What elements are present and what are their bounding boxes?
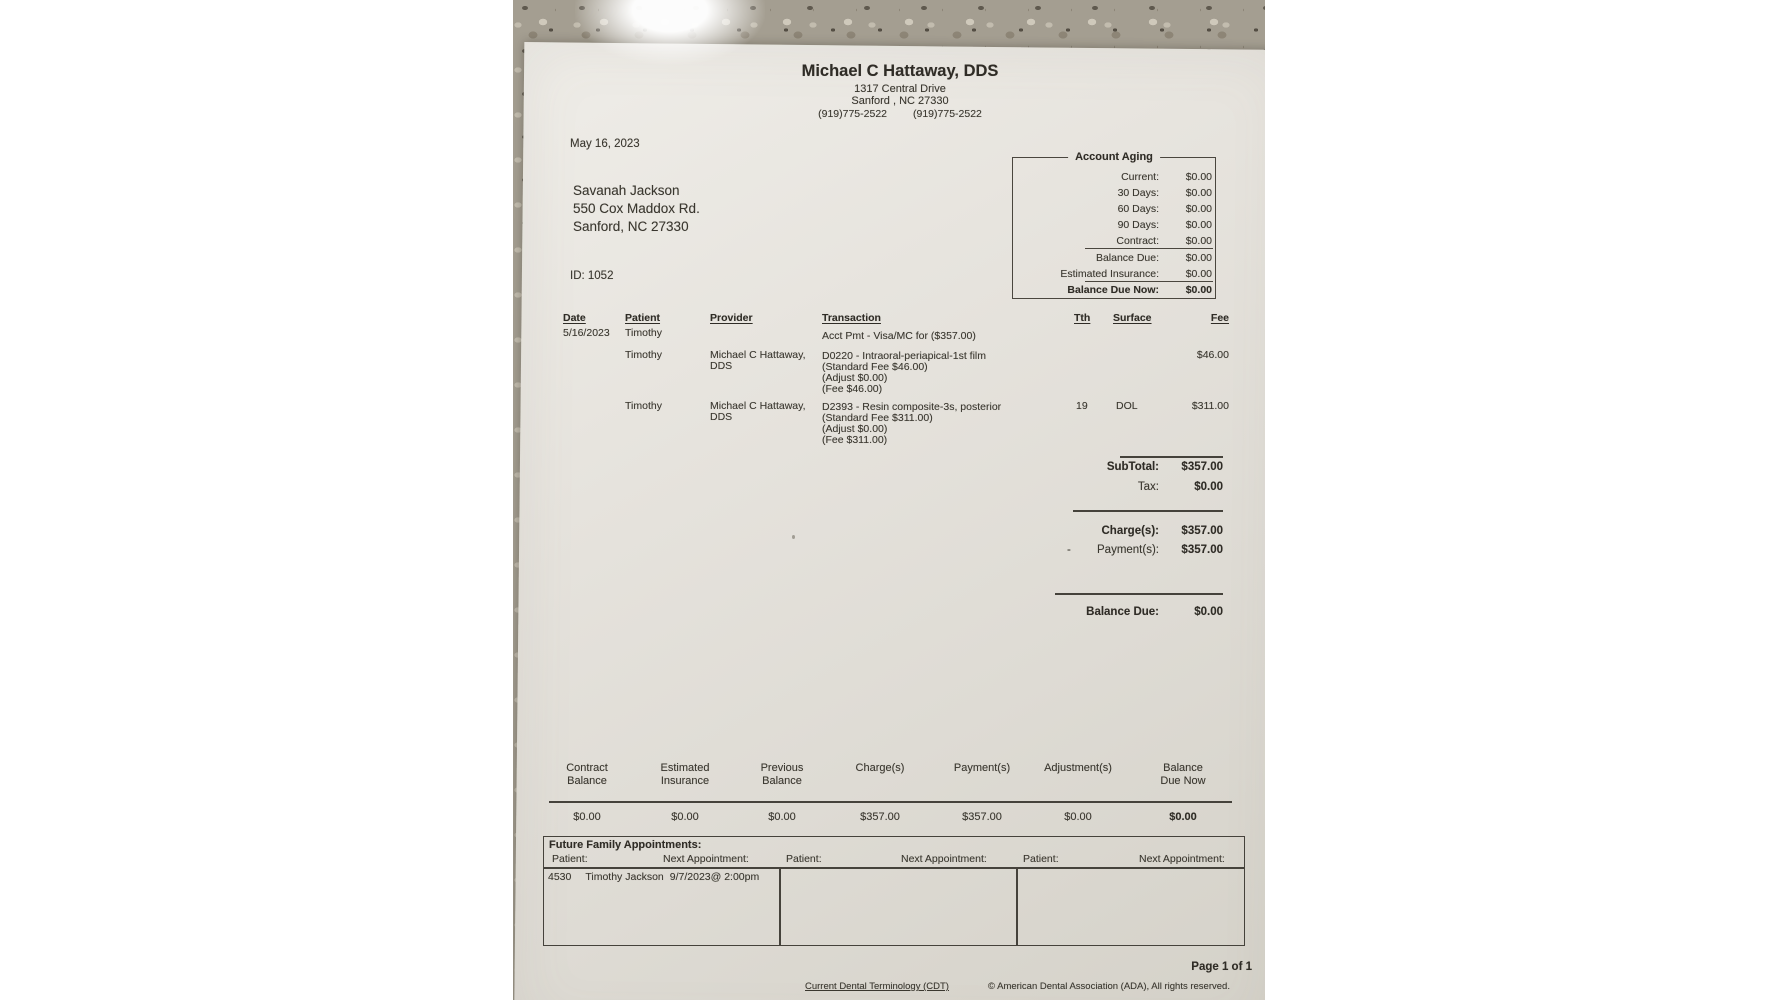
- txn3-standard-fee: (Standard Fee $311.00): [822, 412, 933, 424]
- aging-row-60days: 60 Days: $0.00: [1117, 203, 1212, 215]
- appt-next-header-1: Next Appointment:: [663, 853, 749, 865]
- appt-patient-header-3: Patient:: [1023, 853, 1059, 865]
- appt-patient-header-1: Patient:: [552, 853, 588, 865]
- totals-divider-1: [1120, 456, 1223, 458]
- summary-value-estimated-insurance: $0.00: [671, 811, 699, 823]
- col-header-provider: Provider: [710, 312, 753, 324]
- summary-col-charges: Charge(s): [855, 762, 905, 774]
- appointment-patient-name: Timothy Jackson: [585, 871, 664, 883]
- txn1-patient: Timothy: [625, 327, 662, 339]
- charges-row: Charge(s): $357.00: [1101, 525, 1223, 537]
- summary-col-estimated-insurance: Estimated Insurance: [660, 762, 710, 787]
- clinic-address-line1: 1317 Central Drive: [854, 83, 946, 95]
- txn3-fee-note: (Fee $311.00): [822, 434, 888, 446]
- txn1-date: 5/16/2023: [563, 327, 610, 339]
- appt-header-divider: [544, 867, 1244, 869]
- summary-value-charges: $357.00: [860, 811, 900, 823]
- txn2-fee: $46.00: [1196, 349, 1229, 361]
- clinic-address-line2: Sanford , NC 27330: [851, 95, 949, 107]
- aging-row-current: Current: $0.00: [1121, 171, 1212, 183]
- clinic-phone-right: (919)775-2522: [913, 108, 982, 120]
- summary-col-payments: Payment(s): [953, 762, 1011, 774]
- summary-value-payments: $357.00: [962, 811, 1002, 823]
- summary-value-previous-balance: $0.00: [768, 811, 796, 823]
- summary-value-balance-due-now: $0.00: [1169, 811, 1197, 823]
- payments-minus-sign: -: [1067, 544, 1071, 556]
- statement-date: May 16, 2023: [570, 138, 640, 150]
- summary-value-contract-balance: $0.00: [573, 811, 601, 823]
- col-header-fee: Fee: [1210, 312, 1229, 324]
- txn3-provider: Michael C Hattaway, DDS: [710, 400, 806, 424]
- clinic-phones: [760, 109, 1040, 120]
- col-header-patient: Patient: [625, 312, 661, 324]
- txn2-standard-fee: (Standard Fee $46.00): [822, 361, 928, 373]
- clinic-name: Michael C Hattaway, DDS: [801, 62, 999, 80]
- appointment-datetime: 9/7/2023@ 2:00pm: [669, 871, 760, 883]
- account-aging-box: [1012, 151, 1216, 299]
- appt-column-divider-1: [779, 868, 781, 945]
- txn1-description: Acct Pmt - Visa/MC for ($357.00): [822, 330, 976, 342]
- aging-row-contract: Contract: $0.00: [1015, 235, 1212, 247]
- col-header-transaction: Transaction: [822, 312, 881, 324]
- summary-col-contract-balance: Contract Balance: [566, 762, 608, 787]
- recipient-address-line2: Sanford, NC 27330: [573, 219, 689, 234]
- payments-row: Payment(s): $357.00: [1097, 544, 1223, 556]
- txn3-adjust: (Adjust $0.00): [822, 423, 888, 435]
- balance-due-row: Balance Due: $0.00: [1086, 606, 1223, 618]
- page-number: Page 1 of 1: [1191, 961, 1252, 973]
- appointment-id: 4530: [548, 871, 572, 883]
- txn2-fee-note: (Fee $46.00): [822, 383, 883, 395]
- appt-next-header-2: Next Appointment:: [901, 853, 987, 865]
- subtotal-row: SubTotal: $357.00: [1106, 461, 1223, 473]
- summary-col-adjustments: Adjustment(s): [1044, 762, 1112, 774]
- col-header-date: Date: [563, 312, 586, 324]
- aging-row-90days: 90 Days: $0.00: [1117, 219, 1212, 231]
- future-appointments-box: [543, 836, 1245, 946]
- appt-column-divider-2: [1016, 868, 1018, 945]
- summary-col-previous-balance: Previous Balance: [760, 762, 804, 787]
- col-header-surface: Surface: [1113, 312, 1152, 324]
- txn2-patient: Timothy: [625, 349, 662, 361]
- col-header-tth: Tth: [1074, 312, 1091, 324]
- txn2-adjust: (Adjust $0.00): [822, 372, 888, 384]
- appt-patient-header-2: Patient:: [786, 853, 822, 865]
- recipient-address-line1: 550 Cox Maddox Rd.: [573, 201, 700, 216]
- footer-ada-copyright: © American Dental Association (ADA), All rights reserved.: [988, 981, 1230, 992]
- summary-col-balance-due-now: Balance Due Now: [1160, 762, 1206, 787]
- footer-cdt-link: Current Dental Terminology (CDT): [805, 981, 949, 992]
- recipient-name: Savanah Jackson: [573, 183, 680, 198]
- aging-row-estimated-insurance: Estimated Insurance: $0.00: [1015, 268, 1212, 280]
- aging-row-30days: 30 Days: $0.00: [1117, 187, 1212, 199]
- aging-row-balance-due-now: Balance Due Now: $0.00: [1067, 284, 1212, 296]
- txn3-tth: 19: [1076, 400, 1088, 412]
- summary-divider: [549, 801, 1232, 803]
- clinic-phone-left: (919)775-2522: [818, 108, 887, 120]
- totals-divider-3: [1055, 593, 1223, 595]
- txn3-fee: $311.00: [1191, 400, 1229, 412]
- txn3-description: D2393 - Resin composite-3s, posterior: [822, 401, 1002, 413]
- paper-speck: [792, 535, 795, 539]
- totals-divider-2: [1073, 510, 1223, 512]
- appt-next-header-3: Next Appointment:: [1139, 853, 1225, 865]
- tax-row: Tax: $0.00: [1137, 481, 1223, 493]
- appointment-entry: [548, 872, 759, 883]
- txn3-patient: Timothy: [625, 400, 662, 412]
- txn3-surface: DOL: [1116, 400, 1138, 412]
- aging-row-balance-due: Balance Due: $0.00: [1095, 252, 1212, 264]
- txn2-description: D0220 - Intraoral-periapical-1st film: [822, 350, 986, 362]
- account-aging-title: Account Aging: [1068, 151, 1160, 163]
- account-id: ID: 1052: [570, 270, 614, 282]
- future-appointments-title: Future Family Appointments:: [549, 839, 702, 851]
- summary-value-adjustments: $0.00: [1064, 811, 1092, 823]
- txn2-provider: Michael C Hattaway, DDS: [710, 349, 806, 373]
